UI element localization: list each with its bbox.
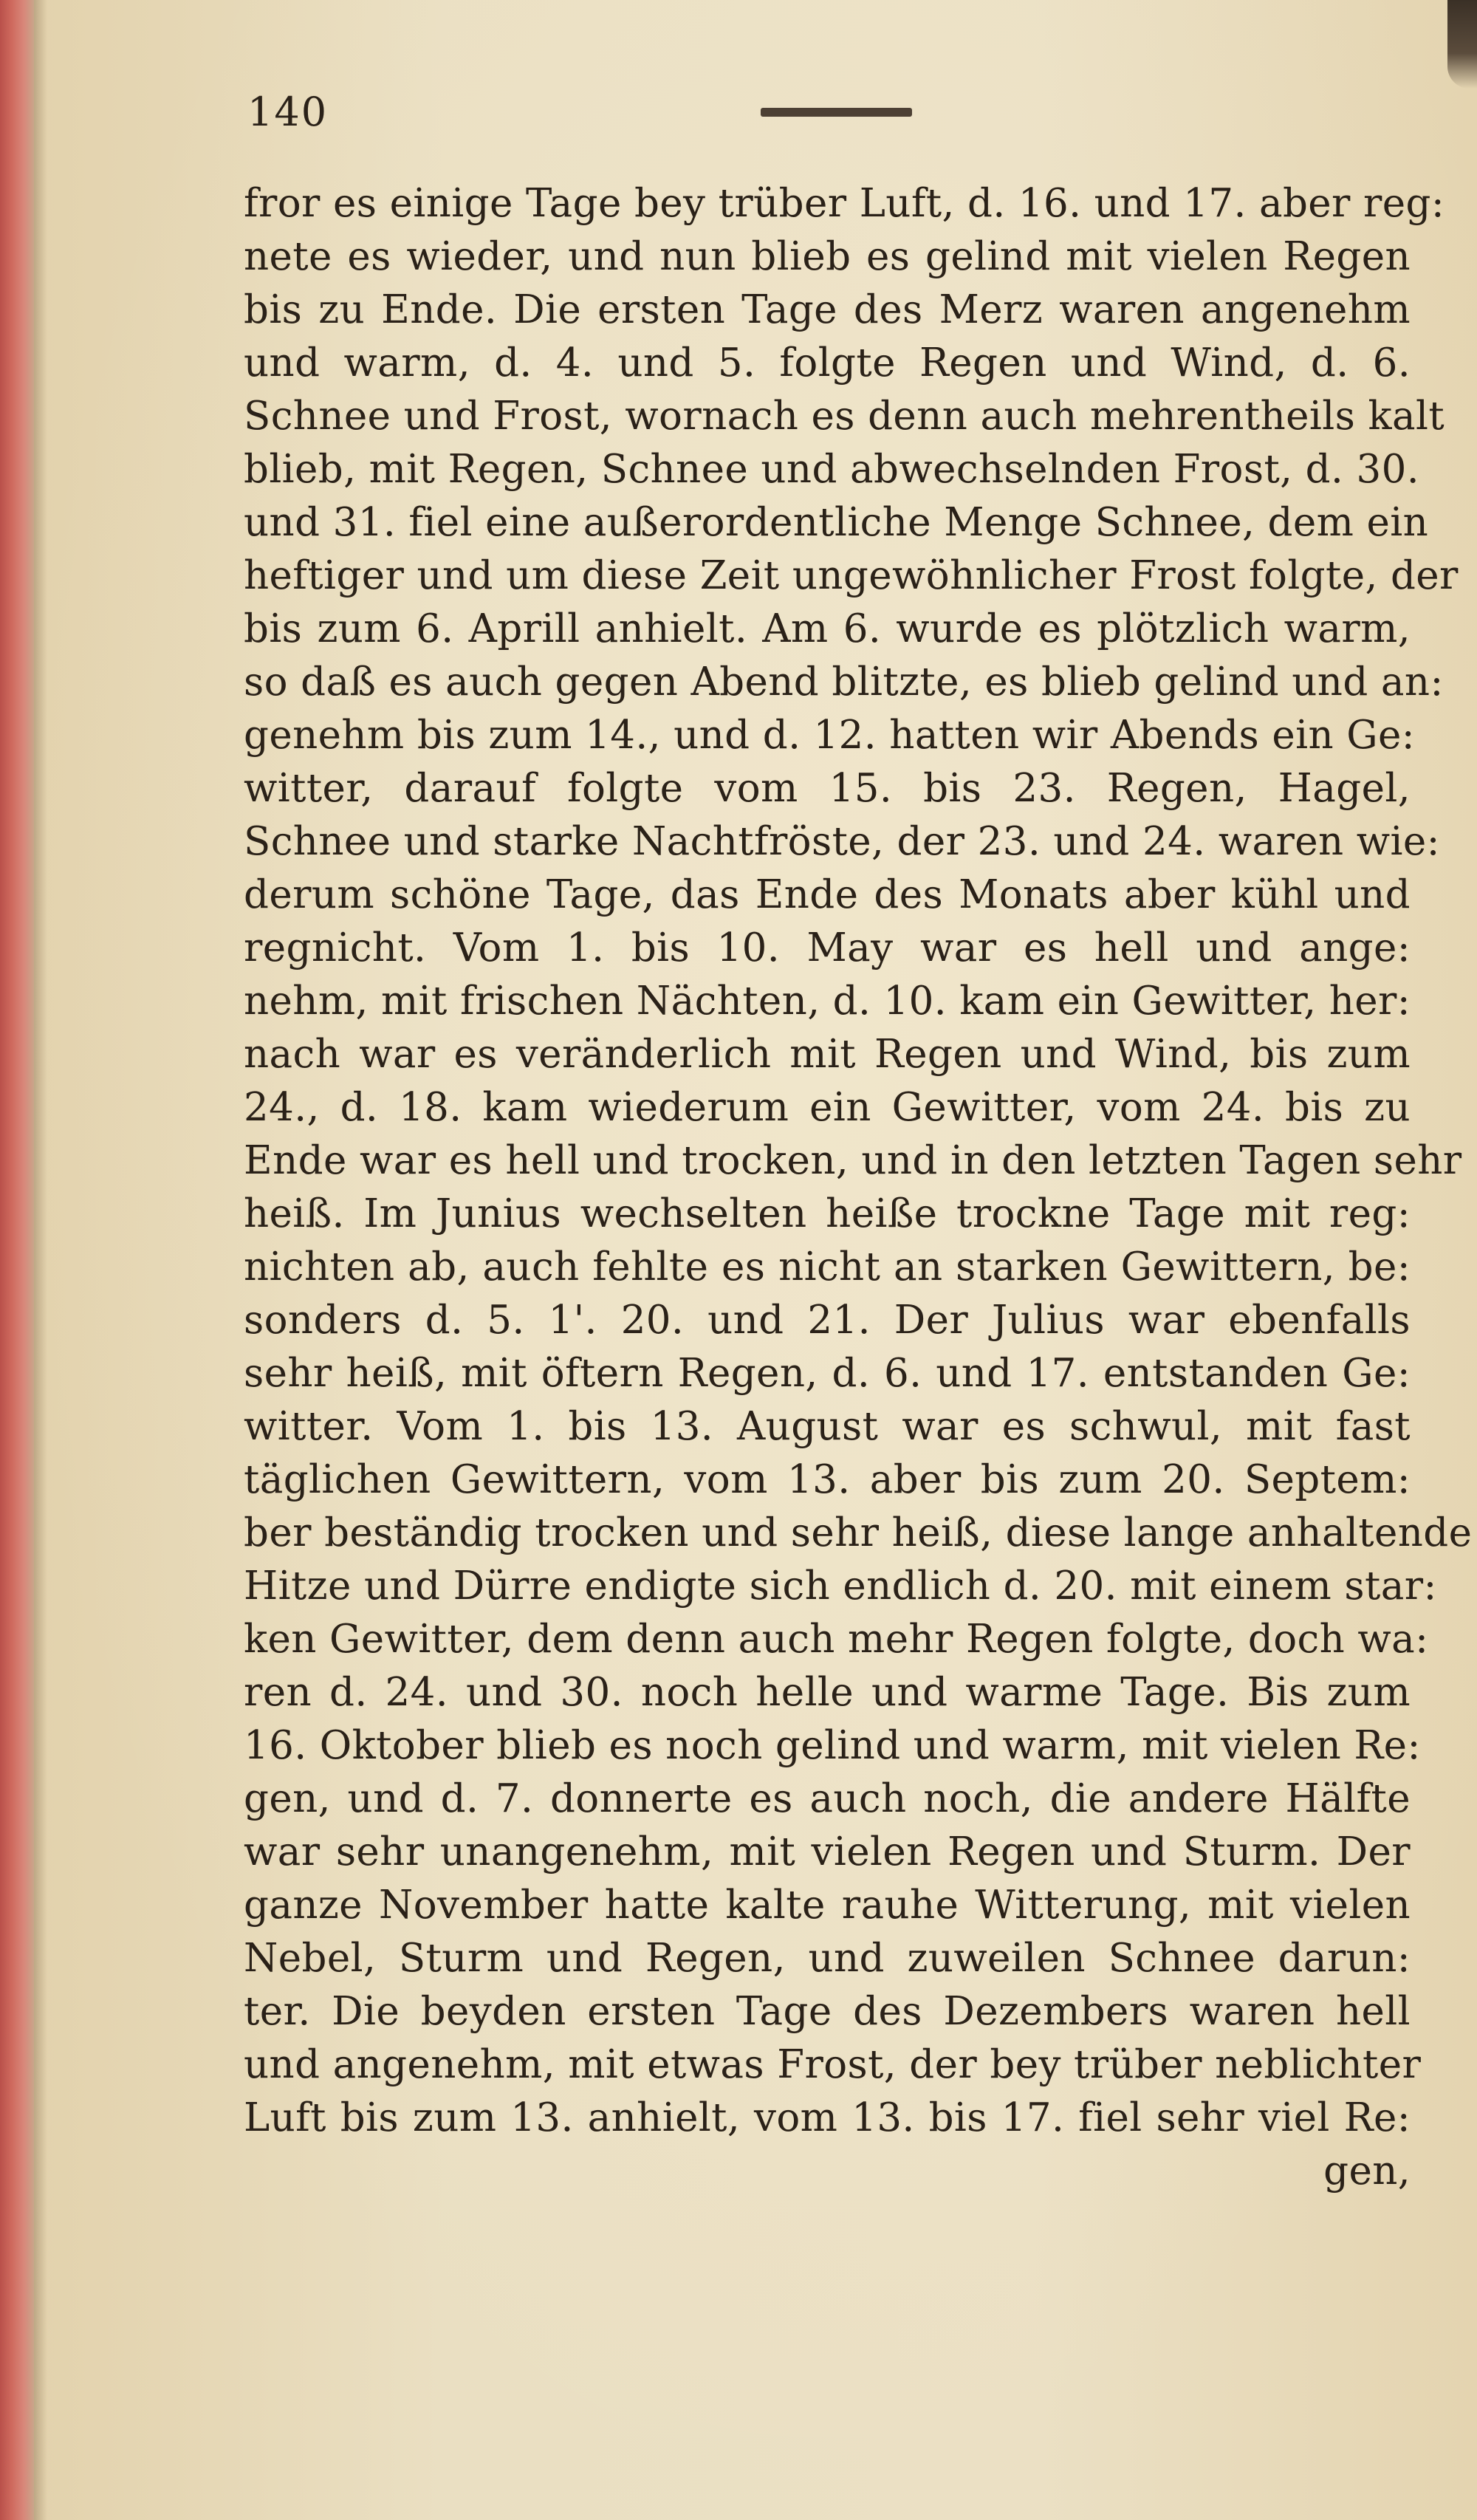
text-line: und warm, d. 4. und 5. folgte Regen und Wind, d. 6. xyxy=(244,340,1411,386)
text-line: ber beständig trocken und sehr heiß, diese lange anhaltende xyxy=(244,1510,1473,1555)
text-line: heftiger und um diese Zeit ungewöhnlicher Frost folgte, der xyxy=(244,553,1459,598)
text-line: war sehr unangenehm, mit vielen Regen und Sturm. Der xyxy=(244,1829,1411,1874)
page-corner-shadow xyxy=(1447,0,1477,89)
text-line: so daß es auch gegen Abend blitzte, es blieb gelind und an: xyxy=(244,660,1444,705)
text-line: bis zu Ende. Die ersten Tage des Merz waren angenehm xyxy=(244,287,1411,332)
text-line: Nebel, Sturm und Regen, und zuweilen Schnee darun: xyxy=(244,1936,1411,1981)
text-line: ganze November hatte kalte rauhe Witterung, mit vielen xyxy=(244,1883,1411,1928)
text-line: bis zum 6. Aprill anhielt. Am 6. wurde es plötzlich warm, xyxy=(244,606,1411,651)
text-line: ter. Die beyden ersten Tage des Dezembers waren hell xyxy=(244,1989,1411,2034)
text-line: genehm bis zum 14., und d. 12. hatten wir Abends ein Ge: xyxy=(244,713,1416,758)
text-line: sonders d. 5. 1'. 20. und 21. Der Julius war ebenfalls xyxy=(244,1298,1411,1343)
text-line: Luft bis zum 13. anhielt, vom 13. bis 17. fiel sehr viel Re: xyxy=(244,2095,1411,2140)
text-line: nete es wieder, und nun blieb es gelind mit vielen Regen xyxy=(244,234,1411,279)
text-line: derum schöne Tage, das Ende des Monats aber kühl und xyxy=(244,872,1411,917)
text-line: heiß. Im Junius wechselten heiße trockne Tage mit reg: xyxy=(244,1191,1411,1236)
text-line: witter, darauf folgte vom 15. bis 23. Regen, Hagel, xyxy=(244,766,1411,811)
body-text xyxy=(244,177,1473,2198)
text-line: täglichen Gewittern, vom 13. aber bis zum 20. Septem: xyxy=(244,1457,1411,1502)
text-line: ren d. 24. und 30. noch helle und warme Tage. Bis zum xyxy=(244,1670,1411,1715)
text-line: gen, und d. 7. donnerte es auch noch, die andere Hälfte xyxy=(244,1776,1411,1821)
page-number: 140 xyxy=(247,89,329,135)
text-line: und 31. fiel eine außerordentliche Menge Schnee, dem ein xyxy=(244,500,1429,545)
text-line: blieb, mit Regen, Schnee und abwechselnden Frost, d. 30. xyxy=(244,447,1419,492)
text-line: nach war es veränderlich mit Regen und Wind, bis zum xyxy=(244,1032,1411,1077)
text-line: regnicht. Vom 1. bis 10. May war es hell und ange: xyxy=(244,925,1411,970)
text-line: 16. Oktober blieb es noch gelind und warm, mit vielen Re: xyxy=(244,1723,1421,1768)
catchword-line: gen, xyxy=(1323,2148,1411,2194)
text-line: und angenehm, mit etwas Frost, der bey trüber neblichter xyxy=(244,2042,1422,2087)
text-line: witter. Vom 1. bis 13. August war es schwul, mit fast xyxy=(244,1404,1411,1449)
text-line: Schnee und starke Nachtfröste, der 23. und 24. waren wie: xyxy=(244,819,1440,864)
text-line: Ende war es hell und trocken, und in den letzten Tagen sehr xyxy=(244,1138,1462,1183)
page-edge-red xyxy=(0,0,34,2520)
text-line: nehm, mit frischen Nächten, d. 10. kam ein Gewitter, her: xyxy=(244,979,1411,1024)
text-line: ken Gewitter, dem denn auch mehr Regen folgte, doch wa: xyxy=(244,1617,1429,1662)
text-line: sehr heiß, mit öftern Regen, d. 6. und 17. entstanden Ge: xyxy=(244,1351,1411,1396)
text-line: fror es einige Tage bey trüber Luft, d. 16. und 17. aber reg: xyxy=(244,181,1445,226)
header-rule xyxy=(761,108,912,117)
text-line: 24., d. 18. kam wiederum ein Gewitter, vom 24. bis zu xyxy=(244,1085,1411,1130)
text-line: nichten ab, auch fehlte es nicht an starken Gewittern, be: xyxy=(244,1244,1411,1290)
page-edge-shadow xyxy=(34,0,47,2520)
text-line: Schnee und Frost, wornach es denn auch mehrentheils kalt xyxy=(244,394,1445,439)
text-line: Hitze und Dürre endigte sich endlich d. 20. mit einem star: xyxy=(244,1564,1437,1609)
